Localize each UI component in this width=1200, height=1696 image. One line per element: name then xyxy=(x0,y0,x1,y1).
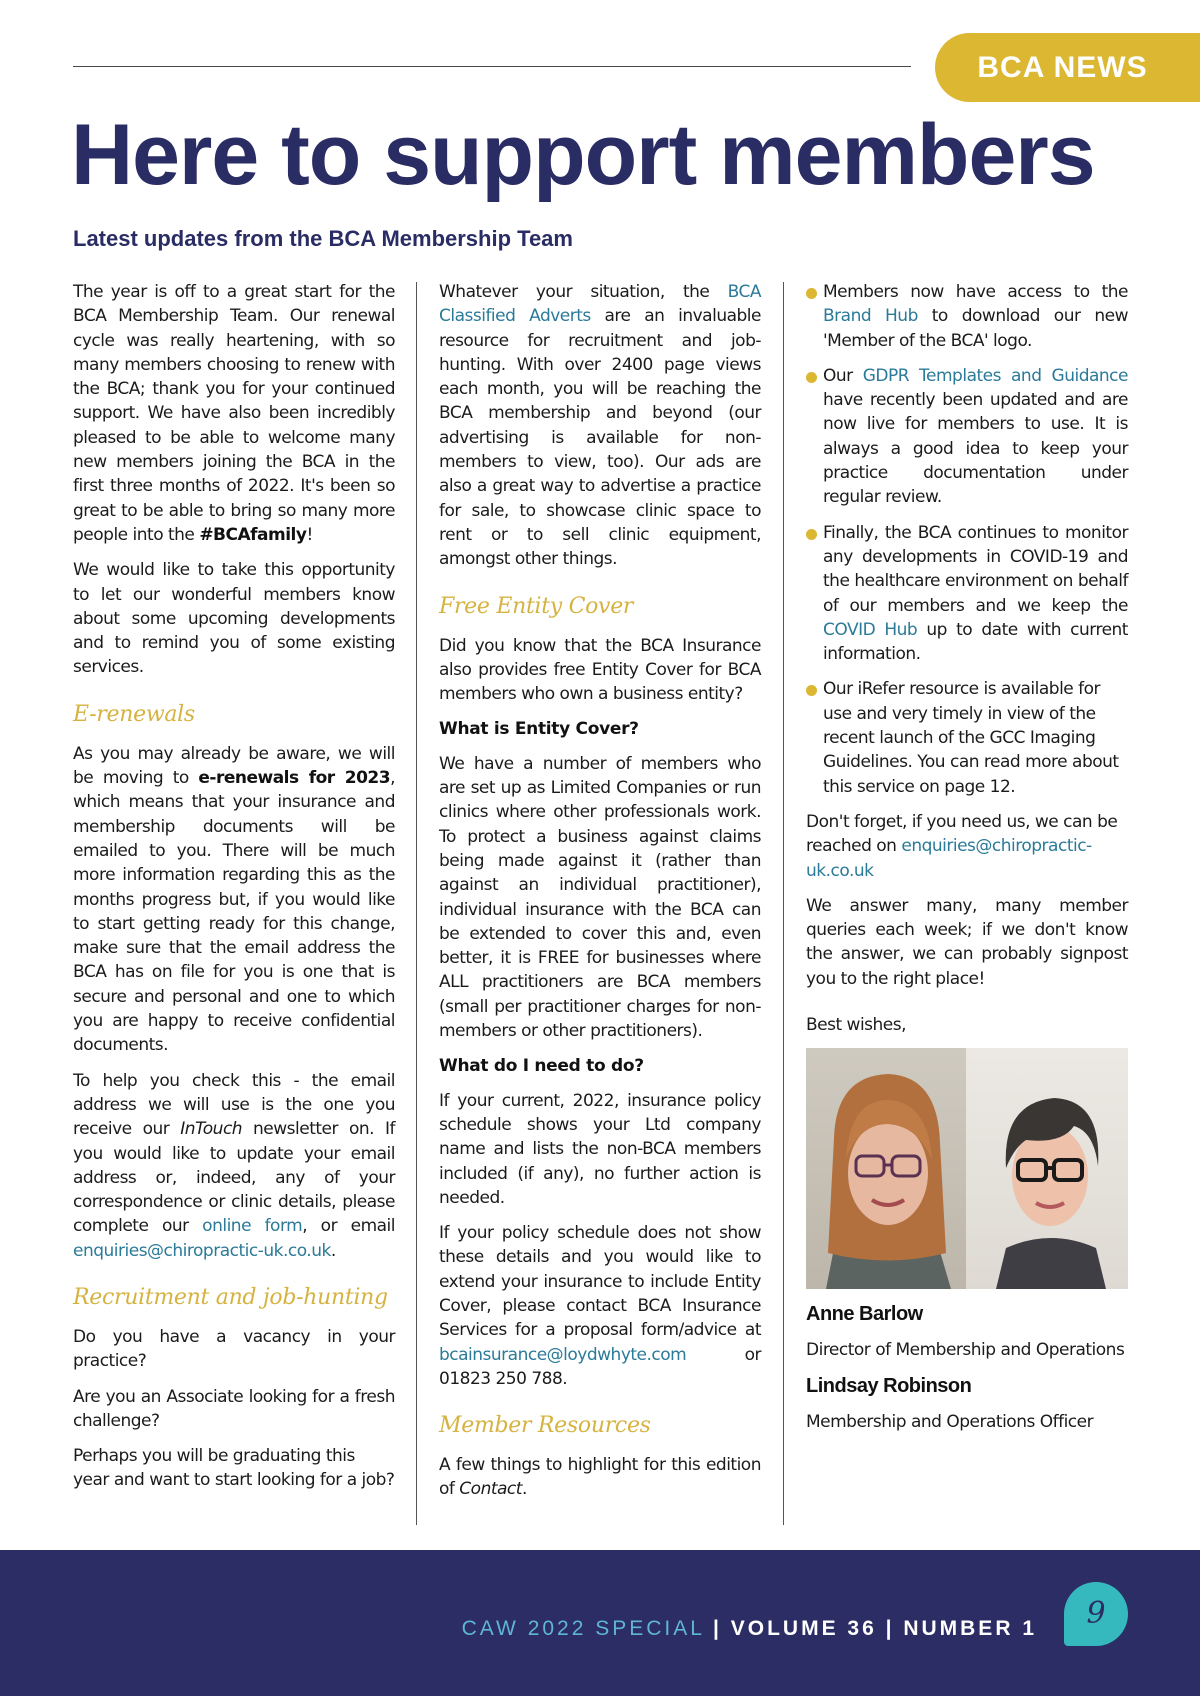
heading-entity-cover: Free Entity Cover xyxy=(439,593,634,619)
insurance-email-link[interactable]: bcainsurance@loydwhyte.com xyxy=(439,1344,687,1365)
brand-hub-link[interactable]: Brand Hub xyxy=(823,306,918,327)
photo-anne-barlow xyxy=(806,1048,966,1289)
question-what-is-entity: What is Entity Cover? xyxy=(439,719,639,740)
bullet-text: Finally, the BCA continues to monitor any developments in COVID-19 and the healthcare environment on behalf of our members and we keep the xyxy=(823,522,1128,616)
bullet-covid xyxy=(806,521,1128,667)
erenewals-text-2: , which means that your insurance and membership documents will be emailed to you. There will be much more information regarding this as the months progress but, if you would like to start getting ready for this change, make sure that the email address the BCA has on file for you is one that is secure and personal and one to which you are happy to receive confidential documents. xyxy=(73,768,395,1056)
entity-contact-phone: or 01823 250 788. xyxy=(439,1344,761,1389)
footer-band xyxy=(0,1550,1200,1696)
email-check-end: . xyxy=(330,1240,336,1261)
vacancy-paragraph: Do you have a vacancy in your practice? xyxy=(73,1326,395,1372)
page-subtitle: Latest updates from the BCA Membership Team xyxy=(73,226,573,251)
contact-text: Don't forget, if you need us, we can be reached on xyxy=(806,811,1118,857)
classified-adverts-link[interactable]: BCA Classified Adverts xyxy=(439,282,761,327)
online-form-link[interactable]: online form xyxy=(202,1216,303,1237)
bullet-dot-icon xyxy=(806,372,817,383)
footer-issue: CAW 2022 SPECIAL xyxy=(461,1617,705,1640)
intro-text: The year is off to a great start for the BCA Membership Team. Our renewal cycle was really heartening, with so many members choosing to renew with the BCA; thank you for your continued support. We have also been incredibly pleased to be able to welcome many new members joining the BCA in the first three months of 2022. It's been so great to be able to bring so many more people into the xyxy=(73,282,395,545)
header-rule xyxy=(73,66,911,67)
portrait-2-image xyxy=(966,1048,1128,1289)
heading-member-resources: Member Resources xyxy=(439,1413,651,1439)
bullet-dot-icon xyxy=(806,288,817,299)
entity-explain-paragraph: We have a number of members who are set up as Limited Companies or run clinics where other professionals work. To protect a business against claims being made against it (rather than against an individual practitioner), individual insurance with the BCA can be extended to cover this and, even better, it is FREE for businesses where ALL practitioners are BCA members (small per practitioner charges for non-members or other practitioners). xyxy=(439,753,761,1042)
email-check-text-2: newsletter on. If you would like to update your email address or, indeed, any of your correspondence or clinic details, please complete our xyxy=(73,1119,395,1237)
bullet-gdpr xyxy=(806,364,1128,510)
covid-hub-link[interactable]: COVID Hub xyxy=(823,619,918,640)
footer-volume: VOLUME 36 | NUMBER 1 xyxy=(730,1617,1037,1640)
entity-intro-paragraph: Did you know that the BCA Insurance also provides free Entity Cover for BCA members who own a business entity? xyxy=(439,635,761,705)
entity-contact-text: If your policy schedule does not show these details and you would like to extend your insurance to include Entity Cover, please contact BCA Insurance Services for a proposal form/advice at xyxy=(439,1223,761,1341)
entity-contact-paragraph xyxy=(439,1221,761,1391)
classified-text: Whatever your situation, the xyxy=(439,282,728,302)
enquiries-email-link[interactable]: enquiries@chiropractic-uk.co.uk xyxy=(73,1240,331,1261)
contact-italic: Contact xyxy=(459,1479,522,1500)
bullet-text: Our xyxy=(823,365,863,386)
role-anne-barlow: Director of Membership and Operations xyxy=(806,1340,1125,1361)
intro-paragraph xyxy=(73,280,395,547)
column-2 xyxy=(439,280,761,1513)
resources-text: A few things to highlight for this edition of xyxy=(439,1455,761,1500)
erenewals-paragraph xyxy=(73,742,395,1058)
associate-paragraph: Are you an Associate looking for a fresh challenge? xyxy=(73,1386,395,1431)
footer-separator: | xyxy=(713,1617,722,1640)
email-check-paragraph xyxy=(73,1069,395,1263)
opportunity-paragraph: We would like to take this opportunity to let our wonderful members know about some upcoming developments and to remind you of some existing services. xyxy=(73,560,395,678)
erenewals-bold: e-renewals for 2023 xyxy=(198,768,391,789)
column-1 xyxy=(73,280,395,1504)
resources-end: . xyxy=(521,1479,527,1500)
heading-erenewals: E-renewals xyxy=(73,701,195,727)
graduating-paragraph: Perhaps you will be graduating this year and want to start looking for a job? xyxy=(73,1446,395,1491)
section-tag: BCA NEWS xyxy=(935,33,1200,102)
bullet-irefer xyxy=(806,677,1128,798)
bullet-text: Our iRefer resource is available for use and very timely in view of the recent launch of the GCC Imaging Guidelines. You can read more about this service on page 12. xyxy=(823,679,1119,797)
resources-intro-paragraph xyxy=(439,1453,761,1502)
bullet-dot-icon xyxy=(806,529,817,540)
bullet-text-2: up to date with current information. xyxy=(823,619,1128,665)
email-check-text: To help you check this - the email address we will use is the one you receive our xyxy=(73,1070,395,1140)
bullet-text-2: to download our new 'Member of the BCA' logo. xyxy=(823,306,1128,351)
page-number: 9 xyxy=(1064,1582,1128,1646)
name-anne-barlow: Anne Barlow xyxy=(806,1303,923,1326)
footer-issue-info xyxy=(462,1616,1037,1642)
classified-paragraph xyxy=(439,280,761,572)
column-3 xyxy=(806,280,1128,1445)
bullet-brand-hub xyxy=(806,280,1128,353)
team-photo xyxy=(806,1048,1128,1289)
contact-paragraph xyxy=(806,810,1128,883)
erenewals-text: As you may already be aware, we will be moving to xyxy=(73,743,395,789)
bullet-text: Members now have access to the xyxy=(823,282,1128,302)
bullet-dot-icon xyxy=(806,685,817,696)
bullet-text-2: have recently been updated and are now live for members to use. It is always a good idea to keep your practice documentation under regular review. xyxy=(823,390,1128,508)
column-divider-1 xyxy=(416,282,417,1525)
queries-paragraph: We answer many, many member queries each week; if we don't know the answer, we can probably signpost you to the right place! xyxy=(806,895,1128,989)
intouch-italic: InTouch xyxy=(180,1119,243,1140)
photo-lindsay-robinson xyxy=(966,1048,1128,1289)
classified-text-2: are an invaluable resource for recruitment and job-hunting. With over 2400 page views each month, you will be reaching the BCA membership and beyond (our advertising is available for non-members to view, too). Our ads are also a great way to advertise a practice for sale, to showcase clinic space to rent or to sell clinic equipment, amongst other things. xyxy=(439,306,761,570)
gdpr-templates-link[interactable]: GDPR Templates and Guidance xyxy=(862,365,1128,386)
enquiries-email-link-2[interactable]: enquiries@chiropractic-uk.co.uk xyxy=(806,836,1092,881)
role-lindsay-robinson: Membership and Operations Officer xyxy=(806,1412,1094,1433)
page-title: Here to support members xyxy=(71,107,1095,203)
signoff: Best wishes, xyxy=(806,1015,907,1036)
portrait-1-image xyxy=(806,1048,966,1289)
question-what-to-do: What do I need to do? xyxy=(439,1056,644,1077)
hashtag: #BCAfamily xyxy=(199,524,307,545)
column-divider-2 xyxy=(783,282,784,1525)
intro-end: ! xyxy=(306,524,313,545)
entity-no-action-paragraph: If your current, 2022, insurance policy schedule shows your Ltd company name and lists the non-BCA members included (if any), no further action is needed. xyxy=(439,1090,761,1208)
email-check-text-3: , or email xyxy=(302,1216,395,1237)
heading-recruitment: Recruitment and job-hunting xyxy=(73,1284,388,1310)
name-lindsay-robinson: Lindsay Robinson xyxy=(806,1375,972,1398)
